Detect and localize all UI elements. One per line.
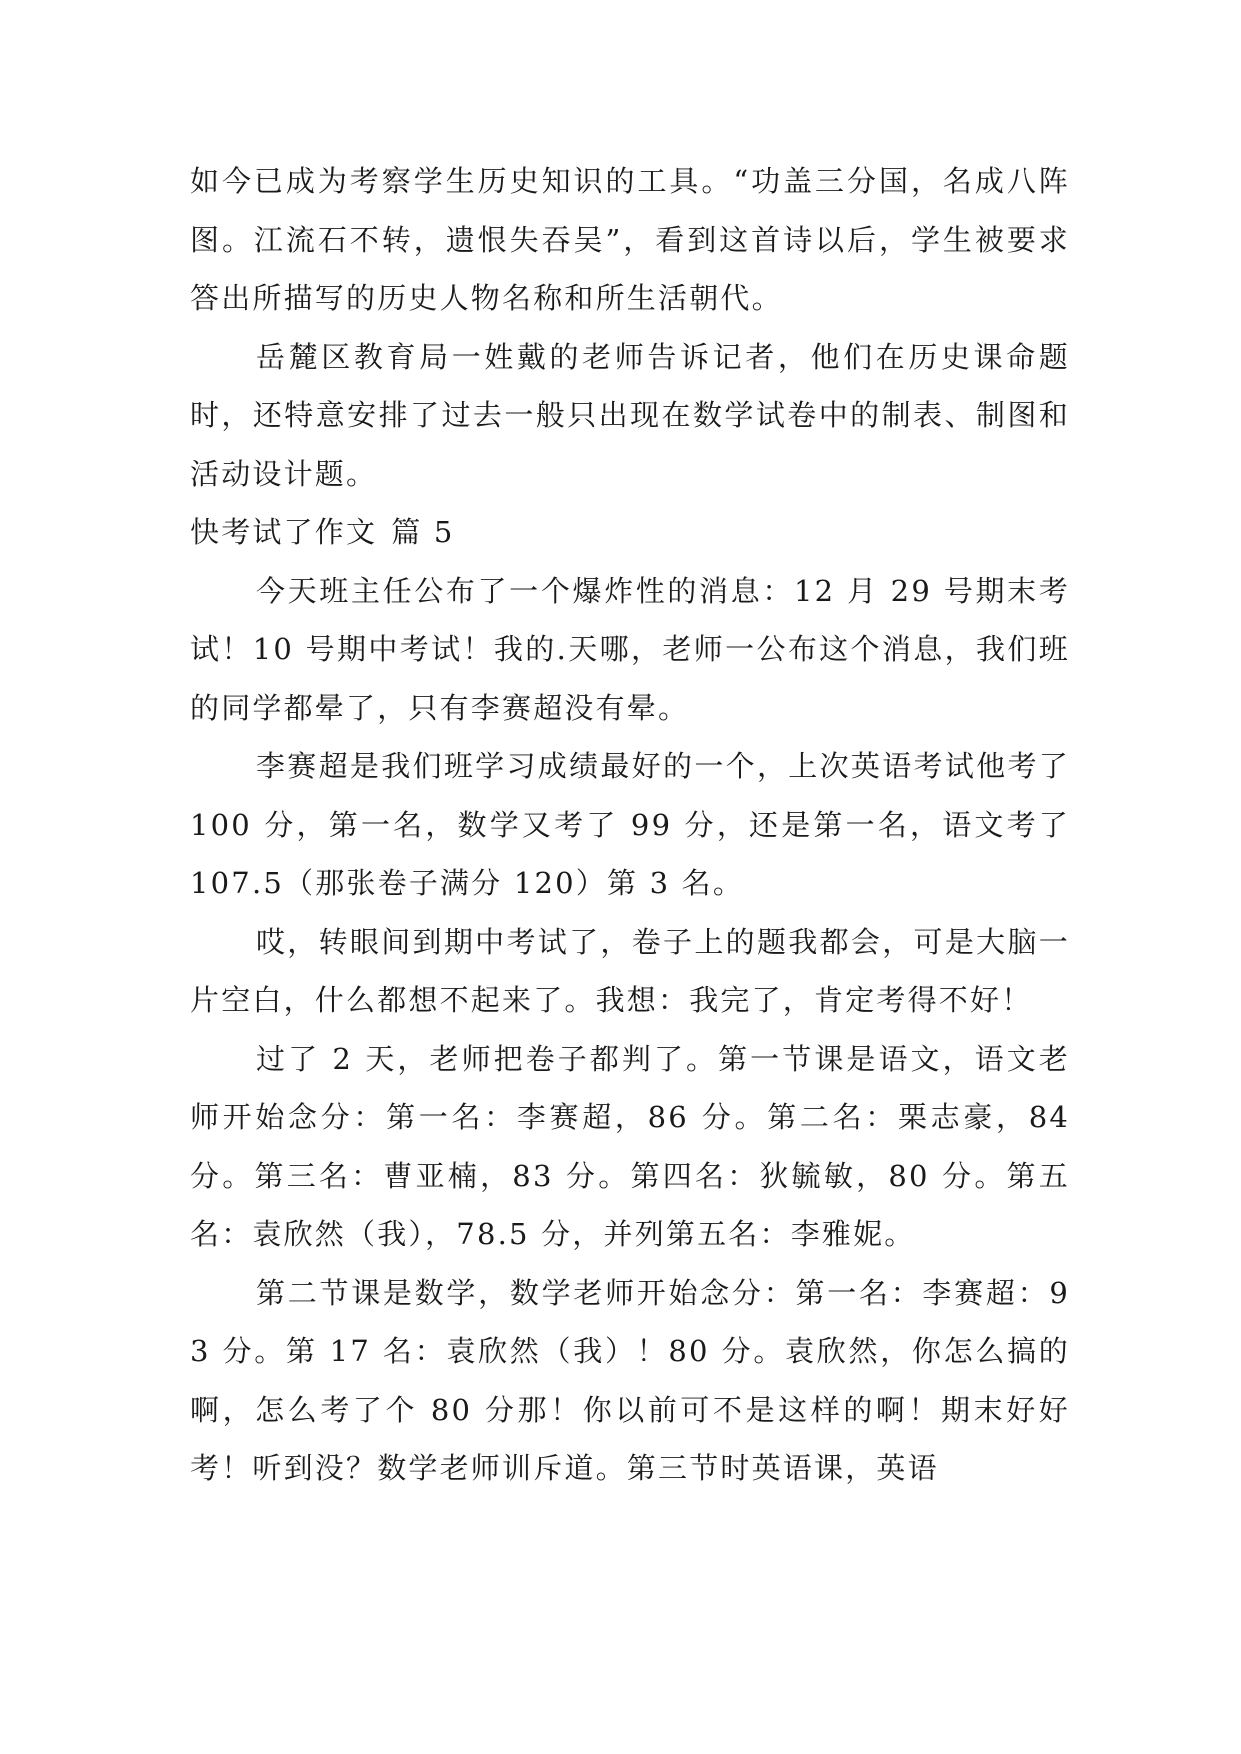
paragraph-teacher-quote: 岳麓区教育局一姓戴的老师告诉记者，他们在历史课命题时，还特意安排了过去一般只出现在数学试卷中的制表、制图和活动设计题。: [190, 339, 1070, 491]
paragraph-top-student: 李赛超是我们班学习成绩最好的一个，上次英语考试他考了 100 分，第一名，数学又考了 99 分，还是第一名，语文考了 107.5（那张卷子满分 120）第 3 名。: [190, 749, 1070, 900]
section-heading-number: 篇 5: [391, 515, 455, 549]
article-body: [190, 152, 1070, 1498]
paragraph-math-scores: 第二节课是数学，数学老师开始念分：第一名：李赛超：93 分。第 17 名：袁欣然（我）！80 分。袁欣然，你怎么搞的啊，怎么考了个 80 分那！你以前可不是这样的啊！期末好好考！听到没？数学老师训斥道。第三节时英语课，英语: [190, 1275, 1070, 1485]
paragraph-exam-day: 哎，转眼间到期中考试了，卷子上的题我都会，可是大脑一片空白，什么都想不起来了。我想：我完了，肯定考得不好！: [190, 924, 1070, 1017]
section-heading-title: 快考试了作文: [190, 515, 378, 549]
paragraph-chinese-scores: 过了 2 天，老师把卷子都判了。第一节课是语文，语文老师开始念分：第一名：李赛超，86 分。第二名：栗志豪，84 分。第三名：曹亚楠，83 分。第四名：狄毓敏，80 分。第五名：袁欣然（我），78.5 分，并列第五名：李雅妮。: [190, 1041, 1070, 1251]
paragraph-poem-intro: 如今已成为考察学生历史知识的工具。“功盖三分国，名成八阵图。江流石不转，遗恨失吞吴”，看到这首诗以后，学生被要求答出所描写的历史人物名称和所生活朝代。: [190, 164, 1070, 315]
section-heading: [190, 503, 1070, 562]
paragraph-exam-announcement: 今天班主任公布了一个爆炸性的消息：12 月 29 号期末考试！10 号期中考试！我的.天哪，老师一公布这个消息，我们班的同学都晕了，只有李赛超没有晕。: [190, 573, 1070, 725]
